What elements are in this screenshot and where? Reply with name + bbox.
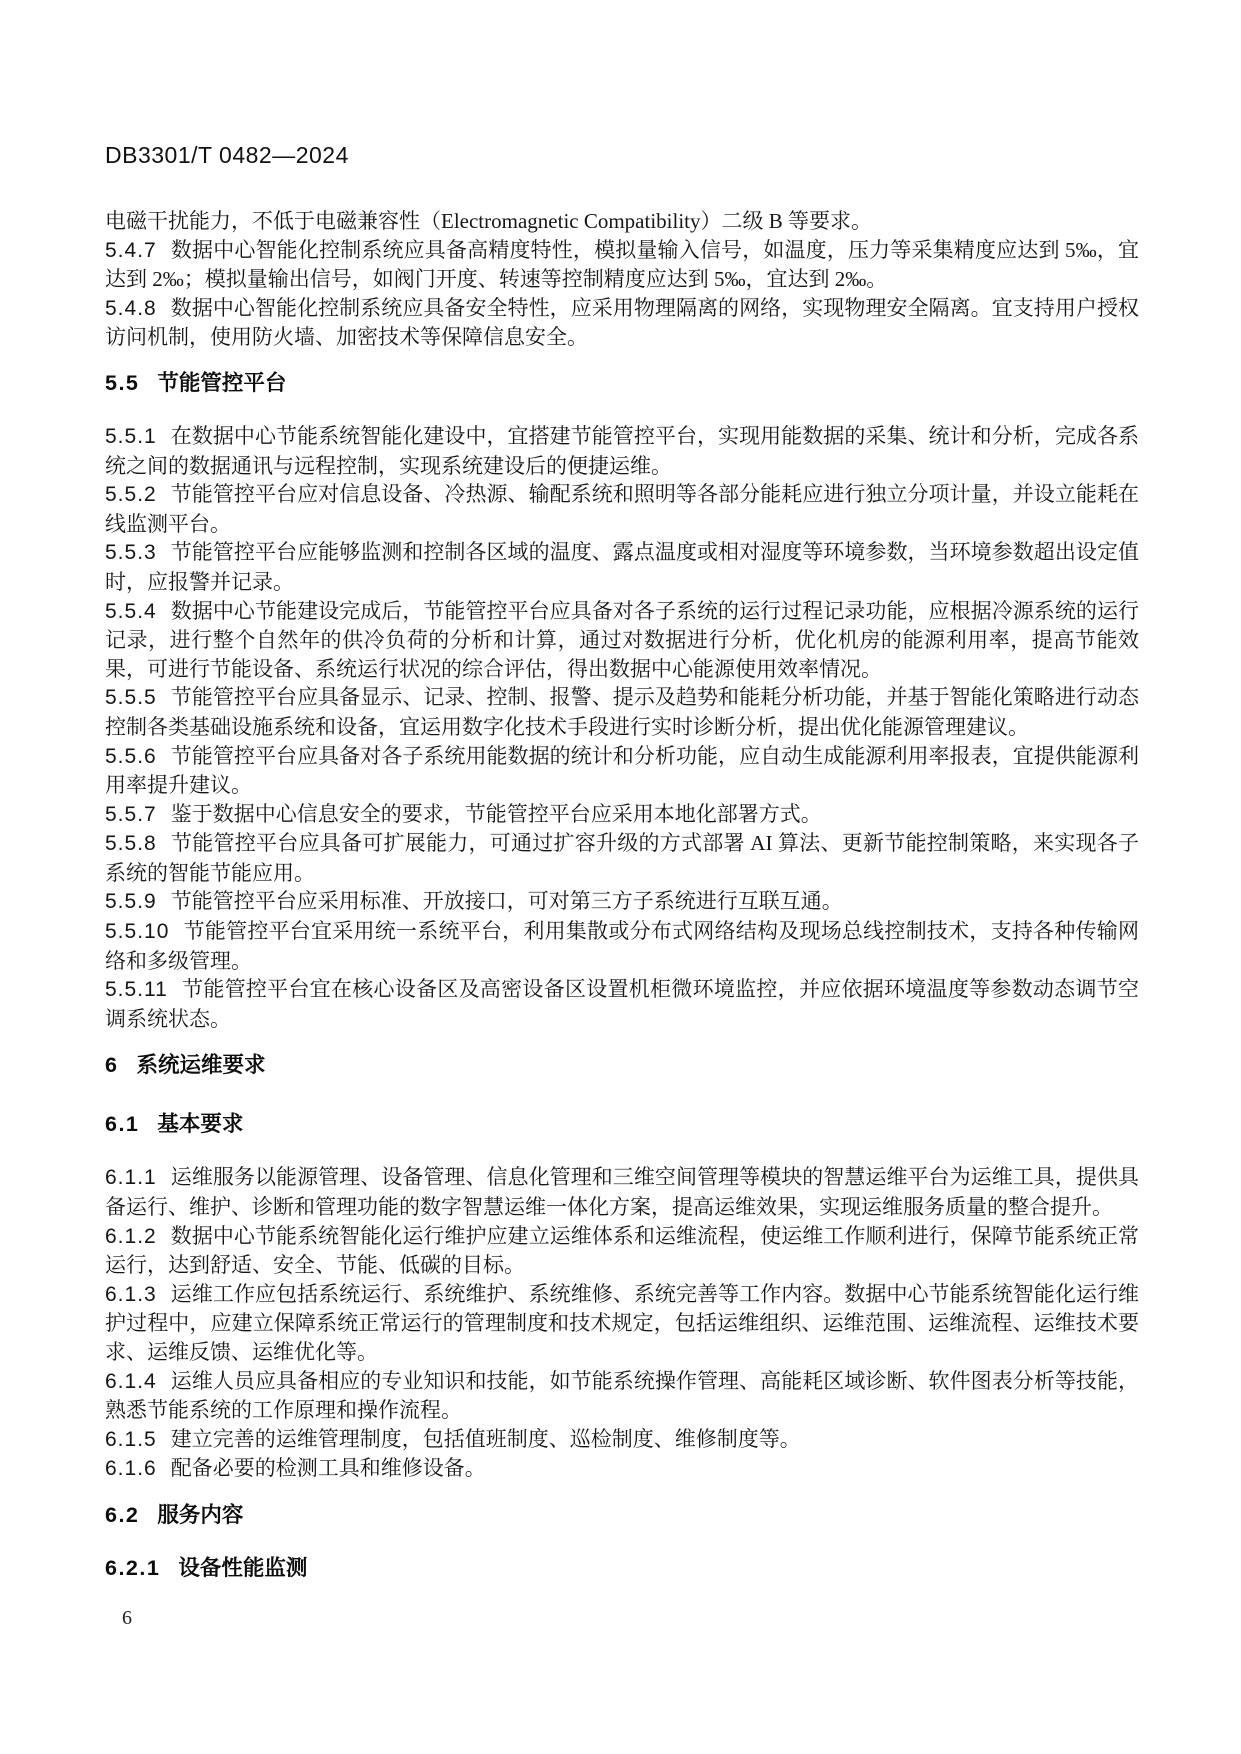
clause-paragraph xyxy=(105,917,1139,975)
clause-number: 6.2.1 xyxy=(105,1555,161,1580)
clause-text: 数据中心节能系统智能化运行维护应建立运维体系和运维流程，使运维工作顺利进行，保障节能系统正常运行，达到舒适、安全、节能、低碳的目标。 xyxy=(105,1223,1139,1278)
clause-text: 节能管控平台应采用标准、开放接口，可对第三方子系统进行互联互通。 xyxy=(170,889,843,914)
clause-number: 5.5.2 xyxy=(105,483,157,507)
clause-number: 5.4.7 xyxy=(105,238,157,262)
clause-number: 5.5.10 xyxy=(105,920,170,944)
section-heading xyxy=(105,1501,1139,1530)
clause-paragraph xyxy=(105,597,1139,684)
clause-number: 5.5.8 xyxy=(105,832,157,856)
clause-number: 5.5 xyxy=(105,370,140,395)
clause-paragraph xyxy=(105,294,1139,352)
clause-text: 节能管控平台应对信息设备、冷热源、输配系统和照明等各部分能耗应进行独立分项计量，并设立能耗在线监测平台。 xyxy=(105,482,1139,536)
document-content xyxy=(105,207,1139,1583)
clause-text: 节能管控平台宜采用统一系统平台，利用集散或分布式网络结构及现场总线控制技术，支持各种传输网络和多级管理。 xyxy=(105,919,1139,973)
clause-paragraph xyxy=(105,236,1139,294)
clause-paragraph xyxy=(105,1280,1139,1367)
clause-paragraph xyxy=(105,742,1139,800)
clause-paragraph xyxy=(105,1367,1139,1425)
clause-text: 电磁干扰能力，不低于电磁兼容性（Electromagnetic Compatibility）二级 B 等要求。 xyxy=(105,209,873,233)
clause-number: 5.5.9 xyxy=(105,890,157,914)
section-heading xyxy=(105,1554,1139,1583)
clause-number: 5.5.3 xyxy=(105,541,157,565)
clause-text: 数据中心节能建设完成后，节能管控平台应具备对各子系统的运行过程记录功能，应根据冷源系统的运行记录，进行整个自然年的供冷负荷的分析和计算，通过对数据进行分析，优化机房的能源利用率，提高节能效果，可进行节能设备、系统运行状况的综合评估，得出数据中心能源使用效率情况。 xyxy=(105,598,1139,681)
clause-text: 节能管控平台应具备对各子系统用能数据的统计和分析功能，应自动生成能源利用率报表，宜提供能源利用率提升建议。 xyxy=(105,743,1139,798)
clause-paragraph xyxy=(105,1222,1139,1280)
clause-text: 节能管控平台应具备显示、记录、控制、报警、提示及趋势和能耗分析功能，并基于智能化策略进行动态控制各类基础设施系统和设备，宜运用数字化技术手段进行实时诊断分析，提出优化能源管理建议。 xyxy=(105,685,1139,739)
clause-paragraph xyxy=(105,422,1139,480)
clause-paragraph xyxy=(105,538,1139,596)
heading-text: 系统运维要求 xyxy=(136,1053,266,1078)
clause-number: 5.4.8 xyxy=(105,296,157,320)
section-heading xyxy=(105,1051,1139,1080)
clause-number: 5.5.5 xyxy=(105,686,157,710)
page-number: 6 xyxy=(122,1606,132,1629)
clause-text: 数据中心智能化控制系统应具备高精度特性，模拟量输入信号，如温度，压力等采集精度应达到 5‰，宜达到 2‰；模拟量输出信号，如阀门开度、转速等控制精度应达到 5‰，宜达到 2‰。 xyxy=(105,237,1139,292)
heading-text: 基本要求 xyxy=(157,1112,244,1137)
clause-number: 6 xyxy=(105,1053,119,1078)
clause-number: 6.1.5 xyxy=(105,1427,157,1451)
clause-paragraph xyxy=(105,480,1139,538)
document-code-header: DB3301/T 0482—2024 xyxy=(105,142,349,168)
clause-number: 5.5.6 xyxy=(105,744,157,768)
section-heading xyxy=(105,1110,1139,1139)
clause-paragraph xyxy=(105,887,1139,917)
clause-paragraph xyxy=(105,800,1139,830)
clause-text: 运维人员应具备相应的专业知识和技能，如节能系统操作管理、高能耗区域诊断、软件图表分析等技能，熟悉节能系统的工作原理和操作流程。 xyxy=(105,1368,1139,1423)
clause-number: 6.1.2 xyxy=(105,1224,157,1248)
clause-text: 数据中心智能化控制系统应具备安全特性，应采用物理隔离的网络，实现物理安全隔离。宜支持用户授权访问机制，使用防火墙、加密技术等保障信息安全。 xyxy=(105,295,1139,350)
clause-paragraph xyxy=(105,829,1139,887)
clause-paragraph xyxy=(105,1425,1139,1455)
clause-number: 6.2 xyxy=(105,1502,140,1527)
clause-paragraph xyxy=(105,975,1139,1033)
clause-text: 节能管控平台宜在核心设备区及高密设备区设置机柜微环境监控，并应依据环境温度等参数动态调节空调系统状态。 xyxy=(105,977,1139,1031)
clause-text: 建立完善的运维管理制度，包括值班制度、巡检制度、维修制度等。 xyxy=(170,1426,801,1451)
heading-text: 节能管控平台 xyxy=(157,370,287,395)
clause-paragraph xyxy=(105,1163,1139,1221)
clause-number: 5.5.11 xyxy=(105,978,168,1002)
clause-number: 6.1 xyxy=(105,1112,140,1137)
clause-number: 6.1.6 xyxy=(105,1457,157,1481)
heading-text: 服务内容 xyxy=(157,1502,244,1527)
clause-number: 6.1.1 xyxy=(105,1166,157,1190)
clause-text: 鉴于数据中心信息安全的要求，节能管控平台应采用本地化部署方式。 xyxy=(170,801,822,826)
clause-text: 运维服务以能源管理、设备管理、信息化管理和三维空间管理等模块的智慧运维平台为运维工具，提供具备运行、维护、诊断和管理功能的数字智慧运维一体化方案，提高运维效果，实现运维服务质量的整合提升。 xyxy=(105,1165,1139,1220)
clause-text: 配备必要的检测工具和维修设备。 xyxy=(170,1456,486,1481)
clause-text: 节能管控平台应具备可扩展能力，可通过扩容升级的方式部署 AI 算法、更新节能控制策略，来实现各子系统的智能节能应用。 xyxy=(105,831,1139,885)
clause-text: 节能管控平台应能够监测和控制各区域的温度、露点温度或相对湿度等环境参数，当环境参数超出设定值时，应报警并记录。 xyxy=(105,540,1139,594)
clause-paragraph xyxy=(105,1454,1139,1484)
clause-number: 5.5.7 xyxy=(105,802,157,826)
heading-text: 设备性能监测 xyxy=(178,1555,308,1580)
clause-number: 5.5.4 xyxy=(105,599,157,623)
clause-text: 在数据中心节能系统智能化建设中，宜搭建节能管控平台，实现用能数据的采集、统计和分析，完成各系统之间的数据通讯与远程控制，实现系统建设后的便捷运维。 xyxy=(105,423,1139,478)
clause-number: 6.1.4 xyxy=(105,1369,157,1393)
clause-paragraph xyxy=(105,683,1139,741)
clause-paragraph xyxy=(105,207,1139,236)
clause-number: 6.1.3 xyxy=(105,1282,157,1306)
clause-number: 5.5.1 xyxy=(105,424,157,448)
clause-text: 运维工作应包括系统运行、系统维护、系统维修、系统完善等工作内容。数据中心节能系统智能化运行维护过程中，应建立保障系统正常运行的管理制度和技术规定，包括运维组织、运维范围、运维流程、运维技术要求、运维反馈、运维优化等。 xyxy=(105,1281,1139,1364)
section-heading xyxy=(105,369,1139,398)
